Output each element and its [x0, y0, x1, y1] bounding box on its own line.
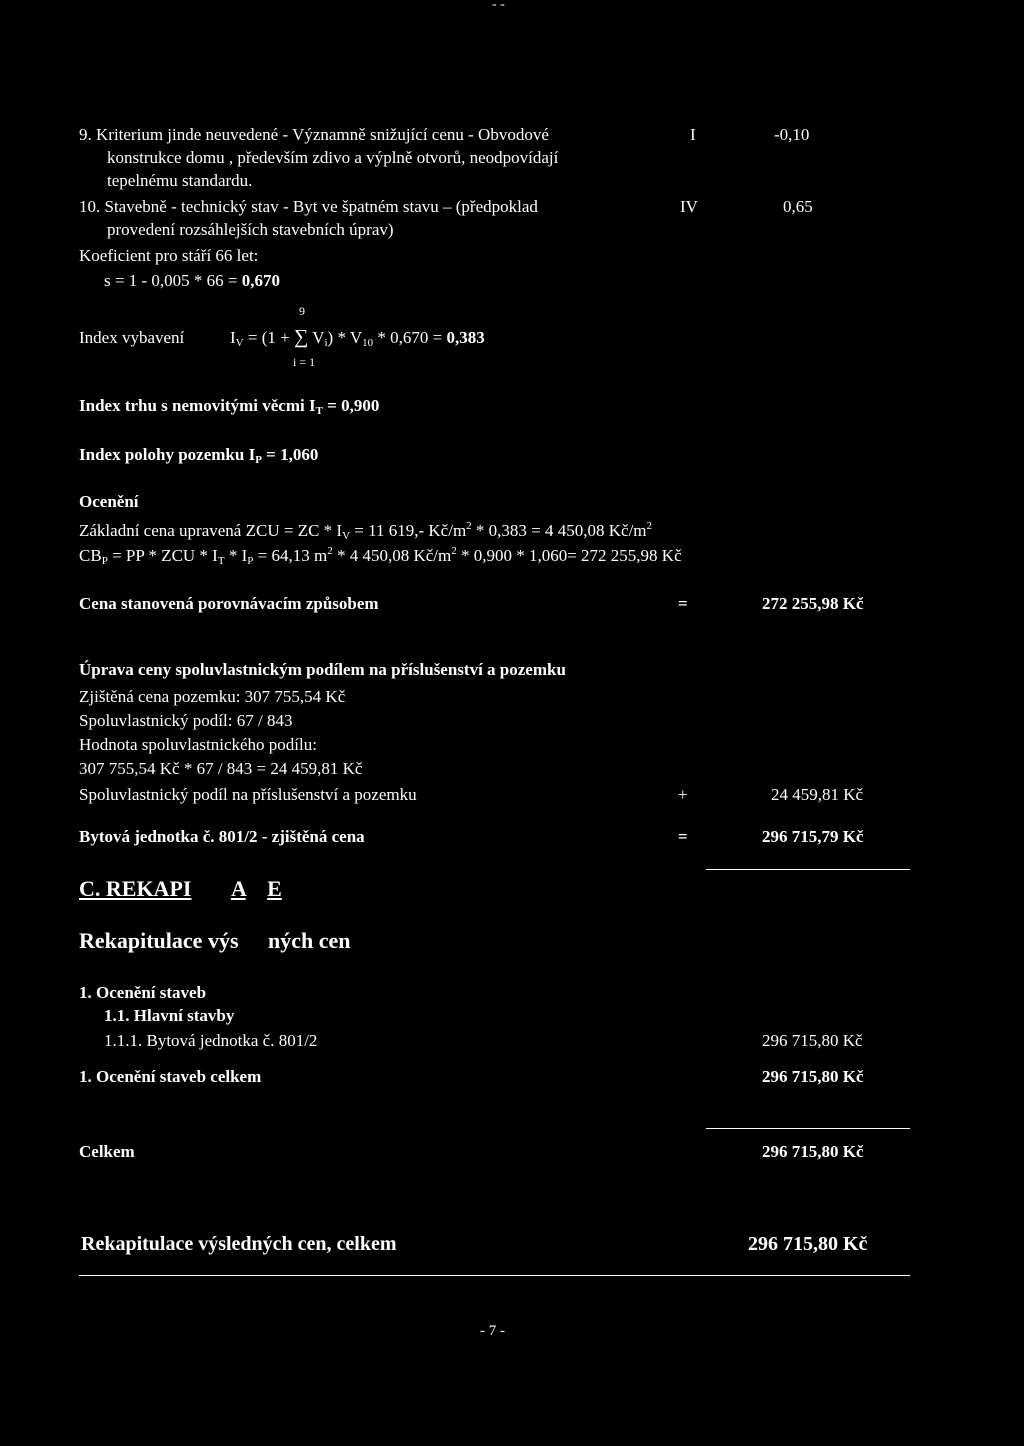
sigma-icon: ∑: [293, 326, 309, 348]
recap-section-title-a: C. REKAPI: [79, 876, 192, 901]
recap-section-title-c: E: [267, 876, 282, 901]
valuation-line2-a-sub: P: [101, 555, 108, 567]
market-index-tail: = 0,900: [322, 396, 380, 415]
criterion-10-level: IV: [680, 197, 698, 216]
comparative-price-label: Cena stanovená porovnávacím způsobem: [79, 594, 379, 613]
market-index-text: Index trhu s nemovitými věcmi I: [79, 396, 316, 415]
recap-l11: 1.1. Hlavní stavby: [104, 1006, 235, 1025]
final-total-value: 296 715,80 Kč: [748, 1233, 868, 1255]
valuation-line2-b-sub: T: [217, 555, 225, 567]
equipment-index-formula: [230, 327, 485, 348]
criterion-9-line1: 9. Kriterium jinde neuvedené - Významně snižující cenu - Obvodové: [79, 125, 549, 144]
recap-total1-label: 1. Ocenění staveb celkem: [79, 1067, 262, 1086]
coownership-heading: Úprava ceny spoluvlastnickým podílem na příslušenství a pozemku: [79, 660, 566, 679]
valuation-line2-c: * I: [224, 546, 248, 565]
valuation-line2-f: * 0,900 * 1,060= 272 255,98 Kč: [456, 546, 682, 565]
unit-price-operator: =: [678, 827, 688, 846]
age-coefficient-result: 0,670: [241, 271, 280, 290]
symbol-i-sub: i: [324, 337, 328, 349]
recap-heading: [79, 928, 351, 954]
recap-section-title-b: A: [230, 876, 246, 901]
symbol-V-sub: V: [235, 337, 244, 349]
age-coefficient-expression: s = 1 - 0,005 * 66 =: [104, 271, 242, 290]
valuation-line-1: [79, 520, 652, 541]
recap-section-title: [79, 876, 282, 902]
final-total-rule: [79, 1275, 910, 1276]
valuation-heading: Ocenění: [79, 492, 139, 511]
symbol-Vi: V: [312, 328, 325, 347]
criterion-10-line2: provedení rozsáhlejších stavebních úprav): [107, 220, 394, 239]
valuation-line1-a: Základní cena upravená ZCU = ZC * I: [79, 521, 343, 540]
criterion-9-line2: konstrukce domu , především zdivo a výplně otvorů, neodpovídají: [107, 148, 559, 167]
valuation-line1-sup2: 2: [646, 520, 653, 532]
comparative-price-value: 272 255,98 Kč: [762, 594, 864, 613]
land-price: Zjištěná cena pozemku: 307 755,54 Kč: [79, 687, 346, 706]
symbol-10-sub: 10: [362, 337, 374, 349]
valuation-line2-sup2: 2: [451, 545, 457, 557]
criterion-10-line1: 10. Stavebně - technický stav - Byt ve špatném stavu – (předpoklad: [79, 197, 538, 216]
location-index-tail: = 1,060: [261, 445, 319, 464]
valuation-line2-c-sub: P: [247, 555, 254, 567]
coownership-total-label: Spoluvlastnický podíl na příslušenství a pozemku: [79, 785, 417, 804]
criterion-9-line3: tepelnému standardu.: [107, 171, 253, 190]
equipment-index-result: 0,383: [446, 328, 485, 347]
final-total-label: Rekapitulace výsledných cen, celkem: [81, 1233, 397, 1255]
valuation-line2-e: * 4 450,08 Kč/m: [332, 546, 452, 565]
valuation-line1-a-sub: V: [342, 530, 351, 542]
equipment-index-label: Index vybavení: [79, 328, 185, 347]
formula-mid: ) * V: [327, 328, 363, 347]
location-index: [79, 444, 318, 465]
recap-l111-label: 1.1.1. Bytová jednotka č. 801/2: [104, 1031, 318, 1050]
coownership-total-value: 24 459,81 Kč: [771, 785, 864, 804]
criterion-9-value: -0,10: [774, 125, 810, 144]
unit-price-label: Bytová jednotka č. 801/2 - zjištěná cena: [79, 827, 365, 846]
recap-l1: 1. Ocenění staveb: [79, 983, 207, 1002]
age-coefficient-formula: [104, 270, 280, 291]
grand-total-value: 296 715,80 Kč: [762, 1142, 864, 1161]
share-value-label: Hodnota spoluvlastnického podílu:: [79, 735, 317, 754]
valuation-line2-sup1: 2: [327, 545, 333, 557]
sum-upper-limit: 9: [299, 304, 305, 318]
page-number: - 7 -: [480, 1323, 505, 1339]
valuation-line2-d: = 64,13 m: [253, 546, 328, 565]
recap-l111-value: 296 715,80 Kč: [762, 1031, 863, 1050]
valuation-line1-c: * 0,383 = 4 450,08 Kč/m: [471, 521, 647, 540]
unit-price-value: 296 715,79 Kč: [762, 827, 864, 846]
market-index: [79, 395, 379, 416]
age-coefficient-label: Koeficient pro stáří 66 let:: [79, 246, 259, 265]
valuation-line2-b: = PP * ZCU * I: [107, 546, 218, 565]
formula-open: = (1 +: [243, 328, 294, 347]
location-index-text: Index polohy pozemku I: [79, 445, 256, 464]
valuation-line1-b: = 11 619,- Kč/m: [350, 521, 467, 540]
grand-total-label: Celkem: [79, 1142, 135, 1161]
unit-price-rule: [706, 869, 910, 870]
coownership-share: Spoluvlastnický podíl: 67 / 843: [79, 711, 293, 730]
valuation-line2-a: CB: [79, 546, 102, 565]
location-index-sub: P: [255, 454, 262, 466]
formula-tail: * 0,670 =: [373, 328, 447, 347]
criterion-9-level: I: [690, 125, 696, 144]
valuation-line-2: [79, 545, 682, 566]
recap-heading-a: Rekapitulace výs: [79, 928, 239, 953]
comparative-price-operator: =: [678, 594, 688, 613]
grand-total-rule: [706, 1128, 910, 1129]
valuation-line1-sup1: 2: [466, 520, 472, 532]
market-index-sub: T: [315, 405, 323, 417]
coownership-total-operator: +: [678, 785, 688, 804]
recap-heading-b: ných cen: [268, 928, 351, 953]
symbol-I: I: [230, 328, 236, 347]
share-calculation: 307 755,54 Kč * 67 / 843 = 24 459,81 Kč: [79, 759, 363, 778]
criterion-10-value: 0,65: [783, 197, 813, 216]
sum-lower-limit: i = 1: [293, 355, 316, 369]
header-marks: - -: [492, 0, 505, 12]
recap-total1-value: 296 715,80 Kč: [762, 1067, 864, 1086]
